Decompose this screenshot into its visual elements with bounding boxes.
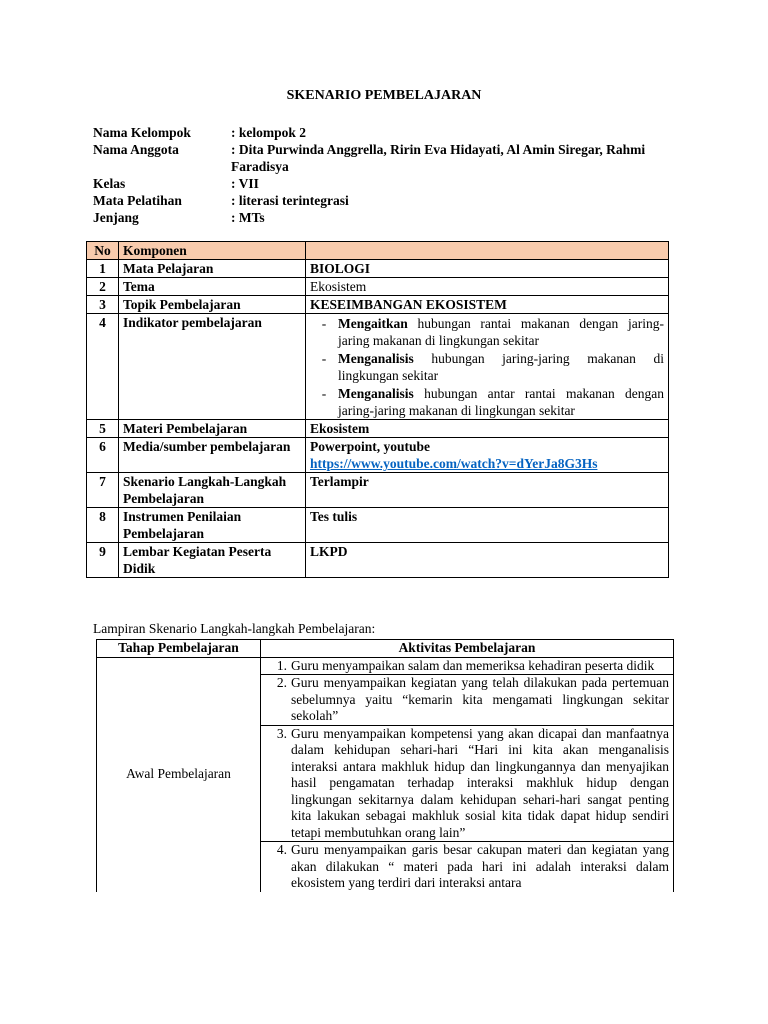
activity-table xyxy=(96,639,674,892)
component-table xyxy=(86,241,669,578)
info-value: : Dita Purwinda Anggrella, Ririn Eva Hidayati, Al Amin Siregar, Rahmi Faradisya xyxy=(231,142,646,174)
row-isi: Ekosistem xyxy=(306,278,669,296)
page-title: SKENARIO PEMBELAJARAN xyxy=(286,88,482,103)
info-label: Nama Anggota xyxy=(93,142,179,157)
header-tahap: Tahap Pembelajaran xyxy=(97,640,261,658)
row-no: 3 xyxy=(87,296,119,314)
row-no: 1 xyxy=(87,260,119,278)
header-aktivitas: Aktivitas Pembelajaran xyxy=(261,640,674,658)
row-indicators xyxy=(306,314,669,420)
row-no: 4 xyxy=(87,314,119,420)
table-header-row xyxy=(97,640,674,658)
indicator-verb: Menganalisis xyxy=(338,351,414,366)
info-value: : VII xyxy=(231,176,259,191)
row-no: 8 xyxy=(87,508,119,543)
row-no: 7 xyxy=(87,473,119,508)
row-isi: KESEIMBANGAN EKOSISTEM xyxy=(306,296,669,314)
row-no: 2 xyxy=(87,278,119,296)
row-komponen: Media/sumber pembelajaran xyxy=(119,438,306,473)
step-text: Guru menyampaikan garis besar cakupan materi dan kegiatan yang akan dilakukan “ materi pada hari ini adalah interaksi dalam ekosistem yang terdiri dari interaksi antara xyxy=(291,842,669,890)
row-komponen: Lembar Kegiatan Peserta Didik xyxy=(119,543,306,578)
table-row xyxy=(87,420,669,438)
row-isi: BIOLOGI xyxy=(306,260,669,278)
dash-bullet: - xyxy=(321,386,327,401)
row-isi: Powerpoint, youtube xyxy=(310,439,431,454)
row-no: 5 xyxy=(87,420,119,438)
info-row-anggota xyxy=(93,141,673,175)
list-item xyxy=(310,315,664,349)
table-row xyxy=(87,278,669,296)
row-no: 9 xyxy=(87,543,119,578)
info-value: : MTs xyxy=(231,210,265,225)
row-komponen: Tema xyxy=(119,278,306,296)
activity-cell xyxy=(261,842,674,892)
info-value: : kelompok 2 xyxy=(231,125,307,140)
youtube-link[interactable]: https://www.youtube.com/watch?v=dYerJa8G3Hs xyxy=(310,456,598,471)
table-row xyxy=(87,543,669,578)
group-info xyxy=(93,124,673,226)
indicator-text: hubungan antar rantai makanan dengan jaring-jaring makanan di lingkungan sekitar xyxy=(338,386,664,418)
table-row xyxy=(87,438,669,473)
info-value: : literasi terintegrasi xyxy=(231,193,349,208)
indicator-verb: Mengaitkan xyxy=(338,316,408,331)
lampiran-title: Lampiran Skenario Langkah-langkah Pembelajaran: xyxy=(93,621,376,636)
step-text: Guru menyampaikan kompetensi yang akan dicapai dan manfaatnya dalam kehidupan sehari-hari “Hari ini kita akan menganalisis interaksi antara makhluk hidup dan lingkungannya dan menyajikan hasil pengamatan terhadap interaksi makhluk hidup dengan lingkungan sekitarnya dalam kehidupan sehari-hari sangat penting kita lakukan sebagai makhluk sosial kita tidak dapat hidup sendiri tetapi membutuhkan orang lain” xyxy=(291,725,669,840)
row-komponen: Skenario Langkah-Langkah Pembelajaran xyxy=(119,473,306,508)
header-isi xyxy=(306,242,669,260)
indicator-text: hubungan jaring-jaring makanan di lingkungan sekitar xyxy=(338,351,664,383)
indicator-list xyxy=(310,315,664,419)
row-isi: Tes tulis xyxy=(306,508,669,543)
activity-cell xyxy=(261,657,674,675)
info-label: Kelas xyxy=(93,176,126,191)
table-row xyxy=(87,260,669,278)
table-row xyxy=(87,473,669,508)
row-komponen: Instrumen Penilaian Pembelajaran xyxy=(119,508,306,543)
info-row-pelatihan xyxy=(93,192,673,209)
info-row-kelas xyxy=(93,175,673,192)
indicator-text: hubungan rantai makanan dengan jaring- jaring makanan di lingkungan sekitar xyxy=(338,316,664,348)
info-row-kelompok xyxy=(93,124,673,141)
dash-bullet: - xyxy=(321,351,327,366)
header-no: No xyxy=(87,242,119,260)
list-item xyxy=(310,385,664,419)
row-isi: Terlampir xyxy=(306,473,669,508)
table-row xyxy=(87,296,669,314)
table-row xyxy=(87,314,669,420)
table-row xyxy=(87,508,669,543)
info-label: Nama Kelompok xyxy=(93,125,191,140)
table-header-row xyxy=(87,242,669,260)
step-number: 1. xyxy=(276,657,287,673)
row-no: 6 xyxy=(87,438,119,473)
activity-cell xyxy=(261,725,674,842)
row-komponen: Topik Pembelajaran xyxy=(119,296,306,314)
row-media xyxy=(306,438,669,473)
step-text: Guru menyampaikan kegiatan yang telah dilakukan pada pertemuan sebelumnya yaitu “kemarin kita mengamati lingkungan sekitar sekolah” xyxy=(291,675,669,723)
table-row xyxy=(97,657,674,675)
row-komponen: Indikator pembelajaran xyxy=(119,314,306,420)
header-komponen: Komponen xyxy=(119,242,306,260)
step-number: 3. xyxy=(276,725,287,741)
step-number: 2. xyxy=(276,675,287,690)
activity-cell xyxy=(261,675,674,726)
row-komponen: Mata Pelajaran xyxy=(119,260,306,278)
info-row-jenjang xyxy=(93,209,673,226)
phase-cell: Awal Pembelajaran xyxy=(97,657,261,892)
info-label: Jenjang xyxy=(93,210,139,225)
info-label: Mata Pelatihan xyxy=(93,193,182,208)
row-isi: LKPD xyxy=(306,543,669,578)
list-item xyxy=(310,350,664,384)
row-isi: Ekosistem xyxy=(306,420,669,438)
indicator-verb: Menganalisis xyxy=(338,386,414,401)
dash-bullet: - xyxy=(321,316,327,331)
row-komponen: Materi Pembelajaran xyxy=(119,420,306,438)
step-text: Guru menyampaikan salam dan memeriksa kehadiran peserta didik xyxy=(291,657,655,673)
step-number: 4. xyxy=(276,842,287,857)
